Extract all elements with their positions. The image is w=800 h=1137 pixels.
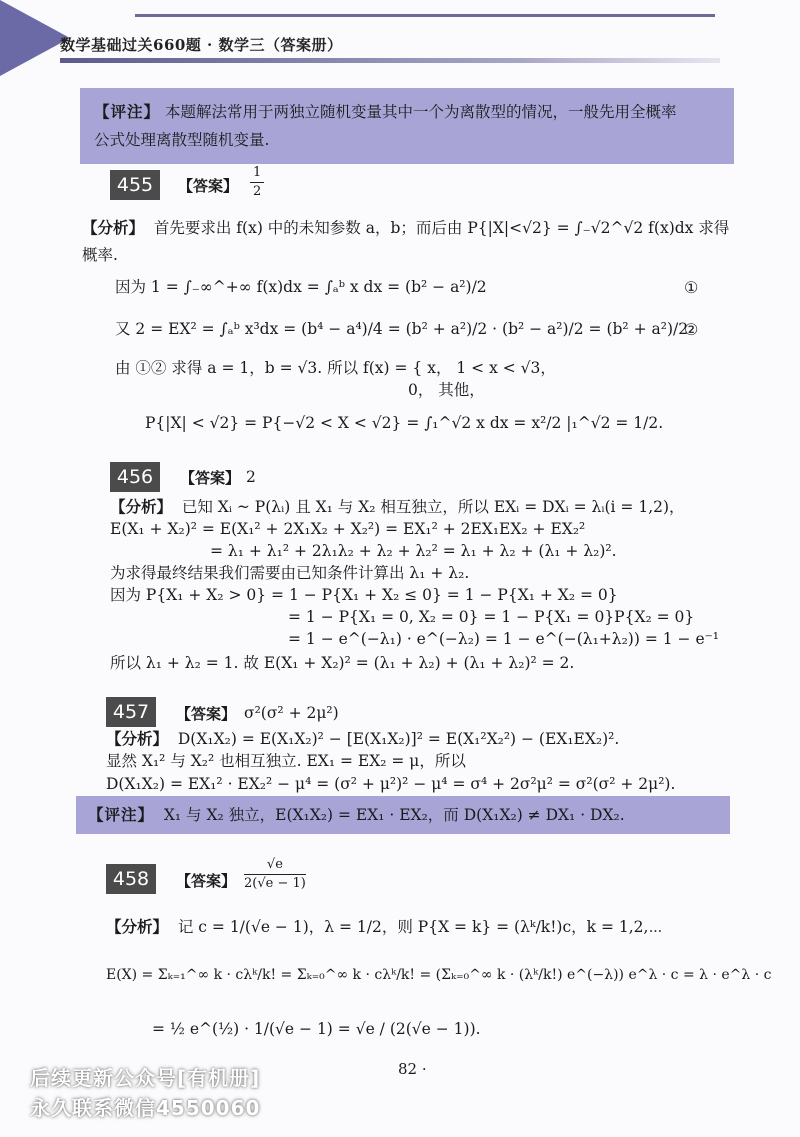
analysis-456-line3: = λ₁ + λ₁² + 2λ₁λ₂ + λ₂ + λ₂² = λ₁ + λ₂ + (λ₁ + λ₂)². <box>210 542 617 560</box>
answer-label-458: 【答案】 <box>176 872 237 890</box>
answer-458 <box>244 856 306 893</box>
note-457-label: 【评注】 <box>88 805 155 824</box>
answer-456: 2 <box>246 468 256 486</box>
note-457 <box>76 796 730 834</box>
analysis-457-line1: 【分析】 D(X₁X₂) = E(X₁X₂)² − [E(X₁X₂)]² = E(X₁²X₂²) − (EX₁EX₂)². <box>106 730 620 748</box>
analysis-456-line7: = 1 − e^(−λ₁) · e^(−λ₂) = 1 − e^(−(λ₁+λ₂)) = 1 − e⁻¹ <box>288 630 720 648</box>
answer-label-456: 【答案】 <box>180 469 241 487</box>
question-number-457: 457 <box>106 697 156 727</box>
note-line1: 本题解法常用于两独立随机变量其中一个为离散型的情况，一般先用全概率 <box>164 103 677 121</box>
answer-label-455: 【答案】 <box>178 177 239 195</box>
eq-455-2: 又 2 = EX² = ∫ₐᵇ x³dx = (b⁴ − a⁴)/4 = (b² + a²)/2 · (b² − a²)/2 = (b² + a²)/2 <box>115 320 689 338</box>
eq-455-2-mark: ② <box>684 320 699 339</box>
analysis-455-line2: 概率. <box>82 246 118 264</box>
analysis-456-line4: 为求得最终结果我们需要由已知条件计算出 λ₁ + λ₂. <box>110 564 470 582</box>
answer-457: σ²(σ² + 2μ²) <box>244 704 339 722</box>
analysis-457-line3: D(X₁X₂) = EX₁² · EX₂² − μ⁴ = (σ² + μ²)² − μ⁴ = σ⁴ + 2σ²μ² = σ²(σ² + 2μ²). <box>106 775 676 793</box>
eq-455-3: 由 ①② 求得 a = 1，b = √3. 所以 f(x) = { x， 1 < x < √3， <box>115 359 556 377</box>
top-note <box>80 88 734 164</box>
analysis-456-line5: 因为 P{X₁ + X₂ > 0} = 1 − P{X₁ + X₂ ≤ 0} = 1 − P{X₁ + X₂ = 0} <box>110 586 618 604</box>
eq-455-1-mark: ① <box>684 278 699 297</box>
header-rule-bottom <box>60 58 720 63</box>
eq-455-1: 因为 1 = ∫₋∞^+∞ f(x)dx = ∫ₐᵇ x dx = (b² − a²)/2 <box>115 278 487 296</box>
answer-458-denominator: 2(√e − 1) <box>244 876 306 891</box>
analysis-456-line2: E(X₁ + X₂)² = E(X₁² + 2X₁X₂ + X₂²) = EX₁² + 2EX₁EX₂ + EX₂² <box>110 520 586 538</box>
header-title: 数学基础过关660题 · 数学三（答案册） <box>60 36 343 54</box>
eq-455-3b: 0， 其他， <box>408 381 485 399</box>
analysis-456-line1: 【分析】 已知 Xᵢ ~ P(λᵢ) 且 X₁ 与 X₂ 相互独立，所以 EXᵢ = DXᵢ = λᵢ(i = 1,2)， <box>110 498 685 516</box>
analysis-458-line1: 【分析】 记 c = 1/(√e − 1)，λ = 1/2，则 P{X = k} = (λᵏ/k!)c，k = 1,2,⋯ <box>106 918 663 936</box>
analysis-label-457: 【分析】 <box>106 730 169 748</box>
answer-label-457: 【答案】 <box>176 705 237 723</box>
note-457-text: X₁ 与 X₂ 独立，E(X₁X₂) = EX₁ · EX₂，而 D(X₁X₂) ≠ DX₁ · DX₂. <box>163 806 625 824</box>
eq-455-4: P{|X| < √2} = P{−√2 < X < √2} = ∫₁^√2 x dx = x²/2 |₁^√2 = 1/2. <box>145 414 664 432</box>
header-rule-top <box>135 14 715 17</box>
analysis-456-line6: = 1 − P{X₁ = 0, X₂ = 0} = 1 − P{X₁ = 0}P{X₂ = 0} <box>288 608 695 626</box>
answer-458-numerator: √e <box>244 856 306 875</box>
analysis-458-line2: E(X) = Σₖ₌₁^∞ k · cλᵏ/k! = Σₖ₌₀^∞ k · cλᵏ/k! = (Σₖ₌₀^∞ k · (λᵏ/k!) e^(−λ)) e^λ · c = λ · e^λ · c <box>106 967 772 983</box>
watermark-line2: 永久联系微信4550060 <box>30 1096 261 1120</box>
analysis-label-458: 【分析】 <box>106 918 169 936</box>
question-number-455: 455 <box>110 170 160 200</box>
note-label: 【评注】 <box>94 102 161 121</box>
watermark-line1: 后续更新公众号[有机册] <box>30 1066 261 1090</box>
answer-455-denominator: 2 <box>253 184 262 199</box>
analysis-457-line2: 显然 X₁² 与 X₂² 也相互独立. EX₁ = EX₂ = μ，所以 <box>106 752 466 770</box>
note-line2: 公式处理离散型随机变量. <box>94 131 270 149</box>
analysis-455-line1: 【分析】 首先要求出 f(x) 中的未知参数 a，b；而后由 P{|X|<√2} = ∫₋√2^√2 f(x)dx 求得 <box>82 219 730 237</box>
analysis-label-456: 【分析】 <box>110 498 173 516</box>
analysis-label-455: 【分析】 <box>82 219 145 237</box>
answer-455-numerator: 1 <box>250 164 264 183</box>
question-number-458: 458 <box>106 864 156 894</box>
analysis-456-line8: 所以 λ₁ + λ₂ = 1. 故 E(X₁ + X₂)² = (λ₁ + λ₂) + (λ₁ + λ₂)² = 2. <box>110 654 575 672</box>
page-number: 82 · <box>398 1060 427 1078</box>
answer-455 <box>250 164 264 201</box>
analysis-458-line3: = ½ e^(½) · 1/(√e − 1) = √e / (2(√e − 1)). <box>152 1020 481 1038</box>
question-number-456: 456 <box>110 462 160 492</box>
